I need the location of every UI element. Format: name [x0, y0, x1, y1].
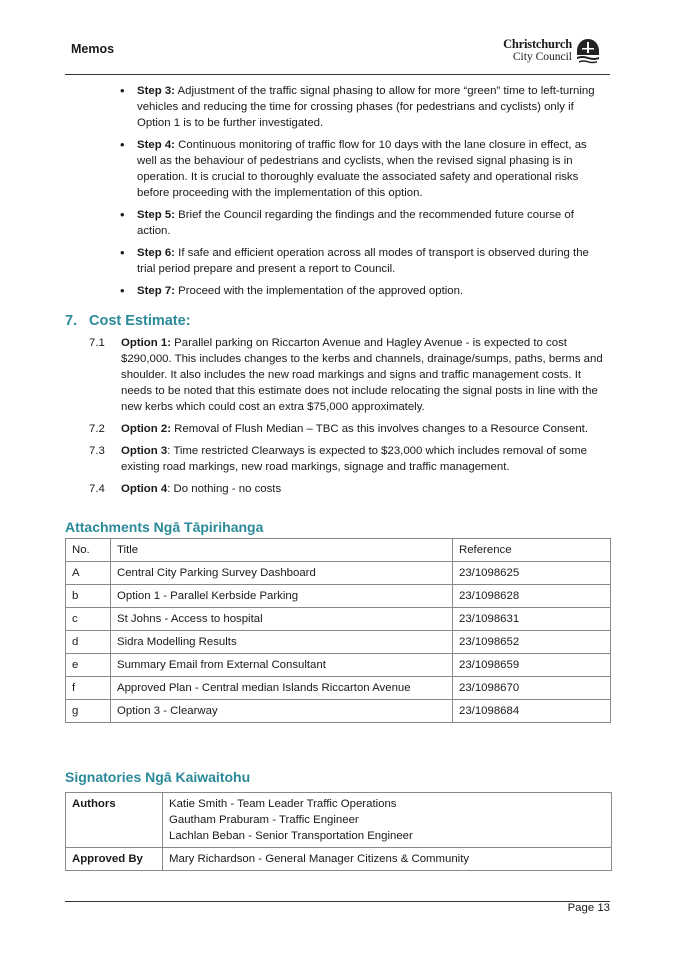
section-label: Memos	[71, 42, 115, 56]
section-title: Cost Estimate:	[89, 313, 191, 329]
author-name: Gautham Praburam - Traffic Engineer	[169, 814, 359, 826]
approved-label: Approved By	[66, 848, 163, 871]
table-header-cell: Reference	[453, 539, 611, 562]
council-logo	[503, 38, 600, 64]
cost-estimate-heading	[65, 313, 191, 329]
table-row: e Summary Email from External Consultant 23/1098659	[66, 654, 611, 677]
list-item: 7.2 Option 2: Removal of Flush Median – TBC as this involves changes to a Resource Consent.	[89, 423, 589, 435]
section-number: 7.	[65, 313, 78, 329]
list-item: 7.1 Option 1: Parallel parking on Riccarton Avenue and Hagley Avenue - is expected to cost $290,000. This includes changes to the kerbs and channels, drainage/sumps, paths, berms and shoulder. It also includes the new road markings and signs and traffic management costs. It needs to be noted that this estimate does not include relocating the signal posts in line with the new kerbs which could cost an extra $75,000 approximately.	[89, 337, 603, 413]
table-row: f Approved Plan - Central median Islands Riccarton Avenue 23/1098670	[66, 677, 611, 700]
table-header-cell: Title	[111, 539, 453, 562]
table-header-row	[66, 539, 611, 562]
table-row	[66, 848, 612, 871]
logo-line1: Christchurch	[503, 37, 572, 51]
logo-line2: City Council	[512, 51, 572, 63]
list-item: • Step 6: If safe and efficient operation across all modes of transport is observed during the trial period prepare and present a report to Council.	[118, 245, 608, 277]
authors-label: Authors	[66, 793, 163, 848]
signatories-table	[65, 792, 612, 871]
attachments-table	[65, 538, 611, 723]
cathedral-icon	[576, 38, 600, 64]
table-header-cell: No.	[66, 539, 111, 562]
table-row: g Option 3 - Clearway 23/1098684	[66, 700, 611, 723]
list-item: • Step 5: Brief the Council regarding the findings and the recommended future course of action.	[118, 207, 608, 239]
list-item: 7.3 Option 3: Time restricted Clearways is expected to $23,000 which includes removal of some existing road markings, new road markings, signage and traffic management.	[89, 445, 587, 473]
authors-cell	[163, 793, 612, 848]
attachments-heading: Attachments Ngā Tāpirihanga	[65, 519, 264, 535]
author-name: Katie Smith - Team Leader Traffic Operations	[169, 798, 397, 810]
table-row: b Option 1 - Parallel Kerbside Parking 23/1098628	[66, 585, 611, 608]
author-name: Lachlan Beban - Senior Transportation Engineer	[169, 830, 413, 842]
footer-divider	[65, 901, 610, 902]
table-row: c St Johns - Access to hospital 23/1098631	[66, 608, 611, 631]
approver-name: Mary Richardson - General Manager Citizens & Community	[163, 848, 612, 871]
list-item: • Step 7: Proceed with the implementation of the approved option.	[118, 283, 608, 299]
steps-list	[118, 83, 608, 305]
page-number: Page 13	[567, 902, 610, 914]
table-row: A Central City Parking Survey Dashboard 23/1098625	[66, 562, 611, 585]
table-row	[66, 793, 612, 848]
cost-list	[89, 335, 613, 503]
signatories-heading: Signatories Ngā Kaiwaitohu	[65, 769, 251, 785]
table-row: d Sidra Modelling Results 23/1098652	[66, 631, 611, 654]
list-item: • Step 4: Continuous monitoring of traffic flow for 10 days with the lane closure in effect, as well as the behaviour of pedestrians and cyclists, when the revised signal phasing is in operation. It is crucial to thoroughly evaluate the associated safety and operational risks before proceeding with the implementation of this option.	[118, 137, 608, 201]
page-header	[65, 38, 610, 75]
list-item: • Step 3: Adjustment of the traffic signal phasing to allow for more “green” time to left-turning vehicles and reducing the time for crossing phases (for pedestrians and cyclists) only if Option 1 is to be further investigated.	[118, 83, 608, 131]
list-item: 7.4 Option 4: Do nothing - no costs	[89, 483, 282, 495]
